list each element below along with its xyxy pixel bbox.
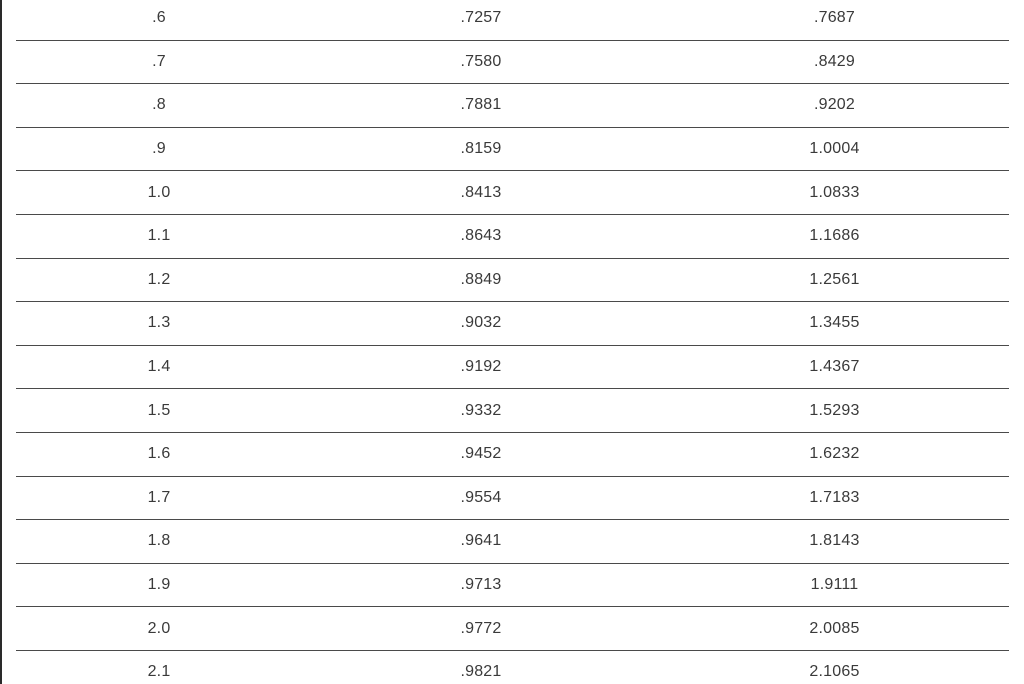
table-row <box>16 84 1009 128</box>
value-col3-cell: 1.3455 <box>660 302 1009 346</box>
value-col3-cell: 1.5293 <box>660 389 1009 433</box>
value-col2-cell: .9332 <box>302 389 660 433</box>
value-col1-cell: .9 <box>16 127 302 171</box>
value-col3-cell: 1.9111 <box>660 563 1009 607</box>
value-col3-cell: 1.7183 <box>660 476 1009 520</box>
value-col1-cell: 1.4 <box>16 345 302 389</box>
value-col3-cell: .7687 <box>660 0 1009 40</box>
value-col2-cell: .9772 <box>302 607 660 651</box>
value-col3-cell: 1.8143 <box>660 520 1009 564</box>
value-col2-cell: .9452 <box>302 432 660 476</box>
table-row <box>16 476 1009 520</box>
value-col2-cell: .8413 <box>302 171 660 215</box>
value-col2-cell: .9713 <box>302 563 660 607</box>
value-col3-cell: 1.4367 <box>660 345 1009 389</box>
value-col1-cell: 1.9 <box>16 563 302 607</box>
value-col2-cell: .7580 <box>302 40 660 84</box>
table-row <box>16 127 1009 171</box>
value-col3-cell: 1.0833 <box>660 171 1009 215</box>
value-col3-cell: .8429 <box>660 40 1009 84</box>
value-col1-cell: 1.0 <box>16 171 302 215</box>
value-col1-cell: 1.5 <box>16 389 302 433</box>
table-row <box>16 214 1009 258</box>
table-row <box>16 345 1009 389</box>
value-col2-cell: .7881 <box>302 84 660 128</box>
table-row <box>16 563 1009 607</box>
table-row <box>16 520 1009 564</box>
value-col1-cell: 1.6 <box>16 432 302 476</box>
value-col1-cell: .7 <box>16 40 302 84</box>
value-col3-cell: 1.6232 <box>660 432 1009 476</box>
table-row <box>16 40 1009 84</box>
value-col2-cell: .9192 <box>302 345 660 389</box>
table-row <box>16 389 1009 433</box>
value-col3-cell: 1.0004 <box>660 127 1009 171</box>
value-col1-cell: .6 <box>16 0 302 40</box>
value-col1-cell: 2.0 <box>16 607 302 651</box>
value-col2-cell: .8159 <box>302 127 660 171</box>
value-col3-cell: 1.2561 <box>660 258 1009 302</box>
table-row <box>16 171 1009 215</box>
value-col2-cell: .9821 <box>302 650 660 684</box>
value-col2-cell: .9554 <box>302 476 660 520</box>
value-col2-cell: .8849 <box>302 258 660 302</box>
table-body <box>16 0 1009 684</box>
value-col2-cell: .7257 <box>302 0 660 40</box>
value-col3-cell: 2.1065 <box>660 650 1009 684</box>
value-col3-cell: .9202 <box>660 84 1009 128</box>
value-col1-cell: 1.1 <box>16 214 302 258</box>
value-col1-cell: 1.7 <box>16 476 302 520</box>
value-col1-cell: 1.8 <box>16 520 302 564</box>
value-col1-cell: 1.3 <box>16 302 302 346</box>
left-border-rule <box>0 0 2 684</box>
value-col2-cell: .9641 <box>302 520 660 564</box>
table-row <box>16 607 1009 651</box>
value-col1-cell: .8 <box>16 84 302 128</box>
value-col2-cell: .9032 <box>302 302 660 346</box>
value-col2-cell: .8643 <box>302 214 660 258</box>
table-container <box>16 0 1009 684</box>
value-col1-cell: 1.2 <box>16 258 302 302</box>
value-col3-cell: 1.1686 <box>660 214 1009 258</box>
table-row <box>16 0 1009 40</box>
table-row <box>16 258 1009 302</box>
value-col3-cell: 2.0085 <box>660 607 1009 651</box>
data-table <box>16 0 1009 684</box>
value-col1-cell: 2.1 <box>16 650 302 684</box>
table-row <box>16 650 1009 684</box>
table-row <box>16 432 1009 476</box>
table-row <box>16 302 1009 346</box>
